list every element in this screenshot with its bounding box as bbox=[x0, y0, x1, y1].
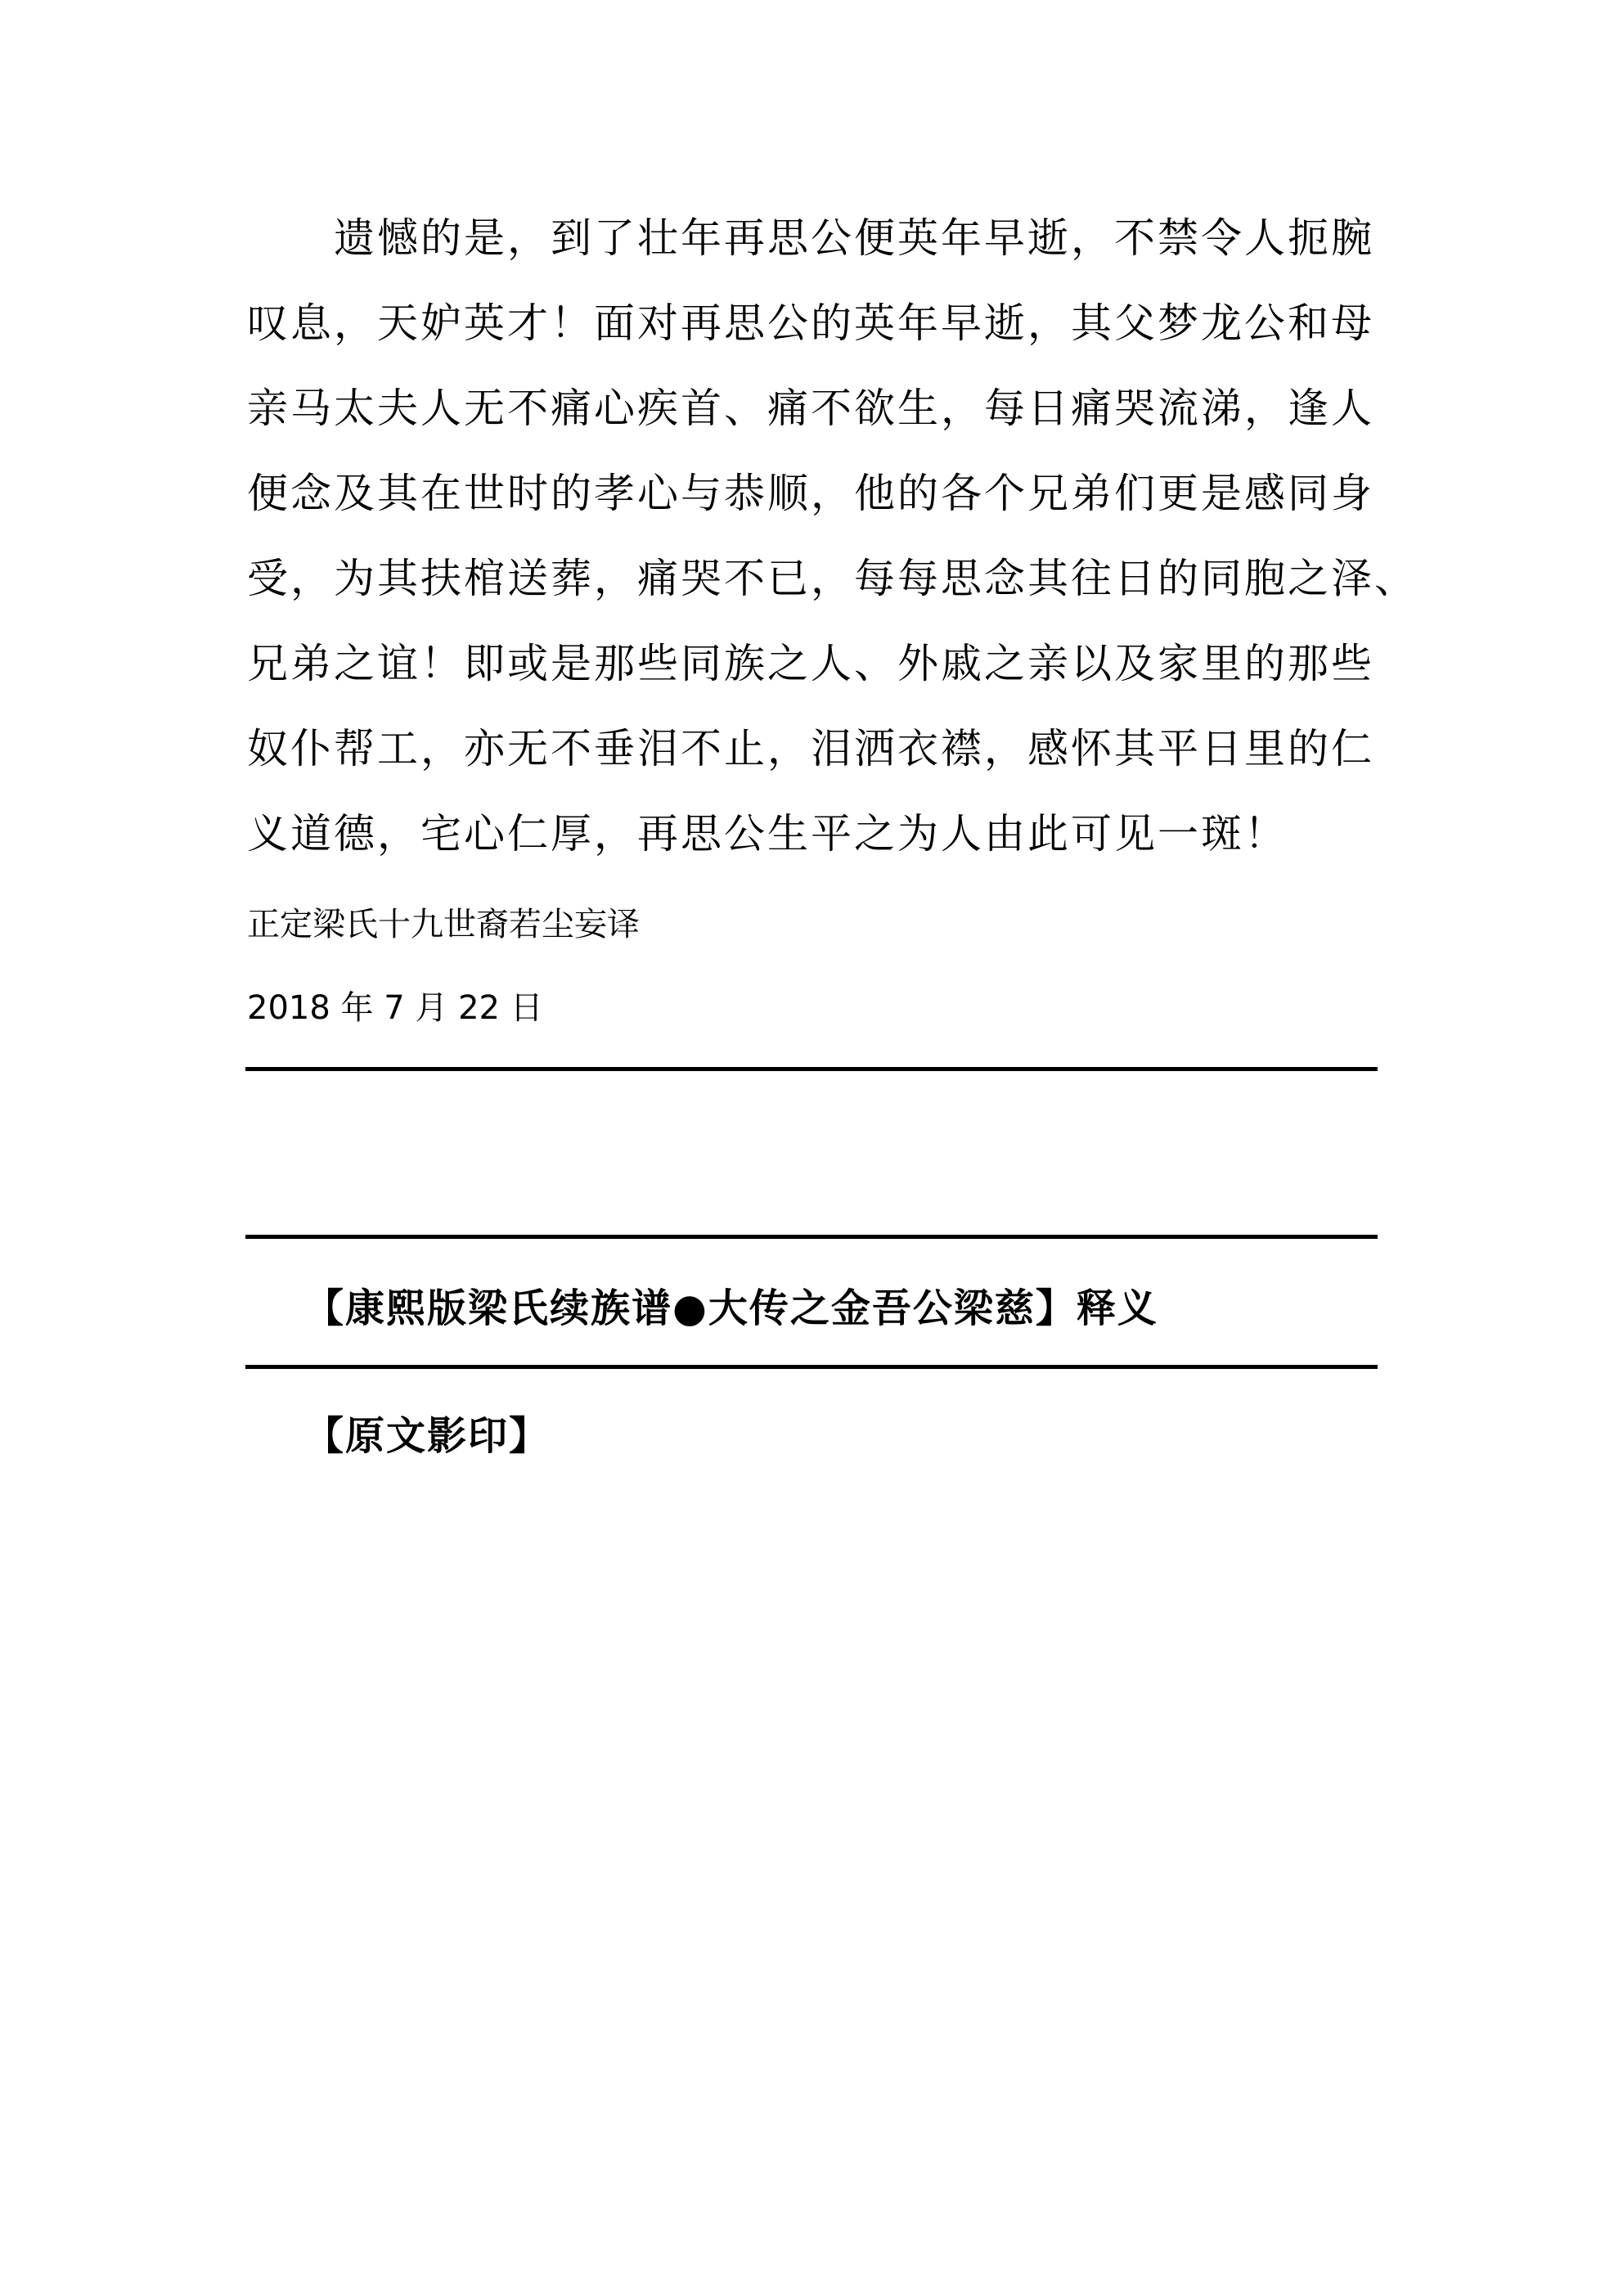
paragraph-line: 义道德，宅心仁厚，再思公生平之为人由此可见一斑！ bbox=[247, 810, 1288, 858]
paragraph-line: 叹息，天妒英才！面对再思公的英年早逝，其父梦龙公和母 bbox=[247, 299, 1374, 347]
divider-rule bbox=[245, 1235, 1378, 1239]
section-subtitle: 【原文影印】 bbox=[304, 1413, 551, 1459]
body-paragraph bbox=[247, 209, 1418, 889]
translator-signature: 正定梁氏十九世裔若尘妄译 bbox=[247, 906, 640, 943]
paragraph-line: 亲马太夫人无不痛心疾首、痛不欲生，每日痛哭流涕，逢人 bbox=[247, 385, 1374, 432]
divider-rule bbox=[245, 1365, 1378, 1369]
signature-date: 2018 年 7 月 22 日 bbox=[247, 989, 543, 1027]
paragraph-line: 受，为其扶棺送葬，痛哭不已，每每思念其往日的同胞之泽、 bbox=[247, 555, 1418, 602]
paragraph-line: 遗憾的是，到了壮年再思公便英年早逝，不禁令人扼腕 bbox=[334, 214, 1374, 262]
section-title: 【康熙版梁氏续族谱●大传之金吾公梁慈】释义 bbox=[304, 1285, 1158, 1331]
paragraph-line: 便念及其在世时的孝心与恭顺，他的各个兄弟们更是感同身 bbox=[247, 470, 1374, 517]
paragraph-line: 奴仆帮工，亦无不垂泪不止，泪洒衣襟，感怀其平日里的仁 bbox=[247, 725, 1374, 772]
paragraph-line: 兄弟之谊！即或是那些同族之人、外戚之亲以及家里的那些 bbox=[247, 640, 1374, 687]
divider-rule bbox=[245, 1067, 1378, 1071]
